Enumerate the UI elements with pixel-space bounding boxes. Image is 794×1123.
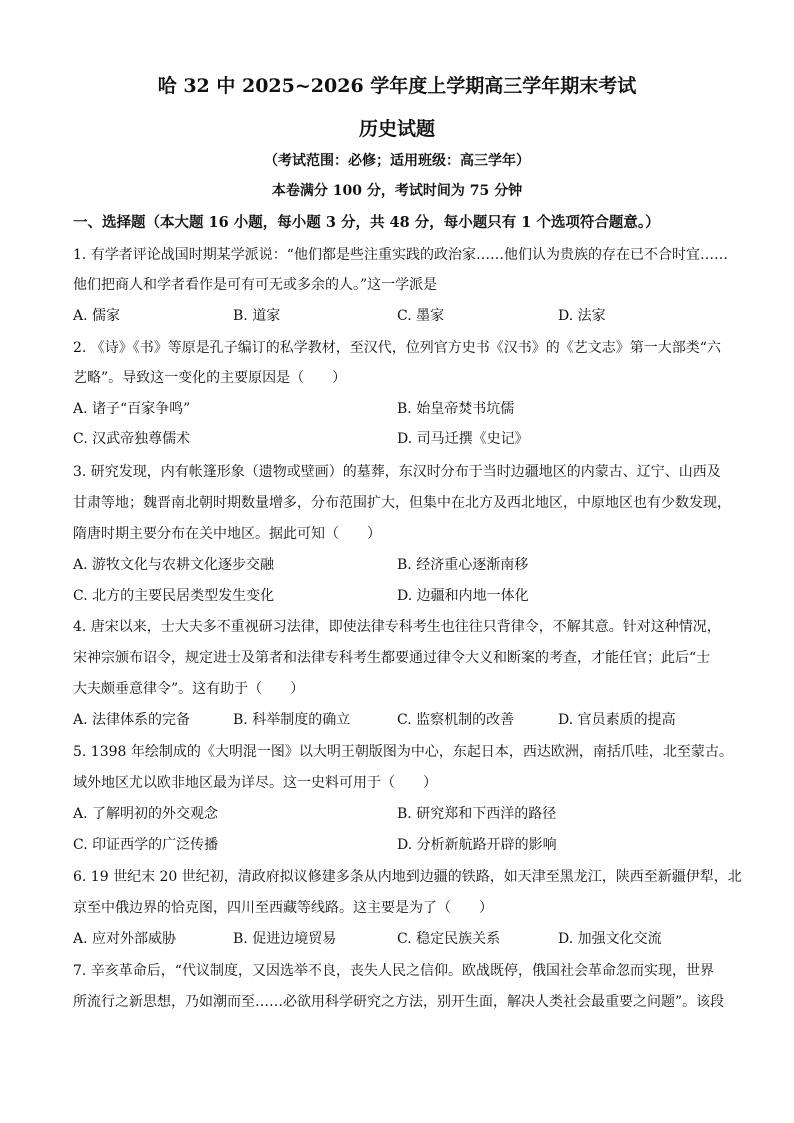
question-2-option-b: B. 始皇帝焚书坑儒 (397, 401, 515, 417)
question-2-option-a: A. 诸子“百家争鸣” (73, 401, 191, 417)
question-4-line-3: 大夫颇垂意律令”。这有助于（ ） (73, 681, 305, 697)
question-3-option-a: A. 游牧文化与农耕文化逐步交融 (73, 557, 275, 573)
question-1-option-d: D. 法家 (558, 308, 606, 324)
question-6-option-c: C. 稳定民族关系 (397, 931, 501, 947)
score-time: 本卷满分 100 分，考试时间为 75 分钟 (271, 183, 523, 199)
subject-title: 历史试题 (358, 118, 435, 140)
question-6-line-1: 6. 19 世纪末 20 世纪初，清政府拟议修建多条从内地到边疆的铁路，如天津至黑龙江，陕西至新疆伊犁，北 (73, 869, 742, 885)
question-2-line-2: 艺略”。导致这一变化的主要原因是（ ） (73, 370, 347, 386)
question-4-line-1: 4. 唐宋以来，士大夫多不重视研习法律，即使法律专科考生也往往只背律令，不解其意。针对这种情况， (73, 619, 721, 635)
question-4-option-c: C. 监察机制的改善 (397, 712, 515, 728)
question-7-line-1: 7. 辛亥革命后，“代议制度，又因选举不良，丧失人民之信仰。欧战既停，俄国社会革命忽而实现，世界 (73, 963, 714, 979)
question-5-line-1: 5. 1398 年绘制成的《大明混一图》以大明王朝版图为中心，东起日本，西达欧洲，南括爪哇，北至蒙古。 (73, 744, 733, 760)
exam-scope: （考试范围：必修；适用班级：高三学年） (264, 153, 530, 169)
question-5-line-2: 域外地区尤以欧非地区最为详尽。这一史料可用于（ ） (73, 775, 437, 791)
question-1-option-c: C. 墨家 (397, 308, 445, 324)
question-4-option-b: B. 科举制度的确立 (233, 712, 351, 728)
question-2-option-c: C. 汉武帝独尊儒术 (73, 431, 191, 447)
question-3-line-2: 甘肃等地；魏晋南北朝时期数量增多，分布范围扩大，但集中在北方及西北地区，中原地区也有少数发现， (73, 495, 731, 511)
question-2-line-1: 2. 《诗》《书》等原是孔子编订的私学教材，至汉代，位列官方史书《汉书》的《艺文志》第一大部类“六 (73, 340, 721, 356)
question-2-option-d: D. 司马迁撰《史记》 (397, 431, 529, 447)
question-3-line-3: 隋唐时期主要分布在关中地区。据此可知（ ） (73, 526, 381, 542)
question-6-line-2: 京至中俄边界的恰克图，四川至西藏等线路。这主要是为了（ ） (73, 900, 493, 916)
exam-title: 哈 32 中 2025~2026 学年度上学期高三学年期末考试 (157, 75, 637, 97)
question-6-option-b: B. 促进边境贸易 (233, 931, 337, 947)
question-7-line-2: 所流行之新思想，乃如潮而至……必欲用科学研究之方法，别开生面，解决人类社会最重要之问题”。该段 (73, 994, 725, 1010)
question-5-option-b: B. 研究郑和下西洋的路径 (397, 806, 557, 822)
question-1-line-2: 他们把商人和学者看作是可有可无或多余的人。”这一学派是 (73, 277, 438, 293)
question-3-option-c: C. 北方的主要民居类型发生变化 (73, 588, 275, 604)
question-4-line-2: 宋神宗颁布诏令，规定进士及第者和法律专科考生都要通过律令大义和断案的考查，才能任官；此后“士 (73, 650, 711, 666)
question-5-option-c: C. 印证西学的广泛传播 (73, 837, 219, 853)
question-1-option-a: A. 儒家 (73, 308, 121, 324)
question-4-option-d: D. 官员素质的提高 (558, 712, 676, 728)
question-6-option-d: D. 加强文化交流 (558, 931, 662, 947)
question-1-option-b: B. 道家 (233, 308, 281, 324)
question-5-option-d: D. 分析新航路开辟的影响 (397, 837, 557, 853)
question-1-line-1: 1. 有学者评论战国时期某学派说：“他们都是些注重实践的政治家……他们认为贵族的存在已不合时宜…… (73, 247, 728, 263)
question-3-option-d: D. 边疆和内地一体化 (397, 588, 529, 604)
question-3-option-b: B. 经济重心逐渐南移 (397, 557, 529, 573)
section-heading: 一、选择题（本大题 16 小题，每小题 3 分，共 48 分，每小题只有 1 个选项符合题意。） (73, 214, 660, 231)
question-5-option-a: A. 了解明初的外交观念 (73, 806, 219, 822)
question-3-line-1: 3. 研究发现，内有帐篷形象（遗物或壁画）的墓葬，东汉时分布于当时边疆地区的内蒙古、辽宁、山西及 (73, 464, 721, 480)
question-6-option-a: A. 应对外部威胁 (73, 931, 177, 947)
question-4-option-a: A. 法律体系的完备 (73, 712, 191, 728)
